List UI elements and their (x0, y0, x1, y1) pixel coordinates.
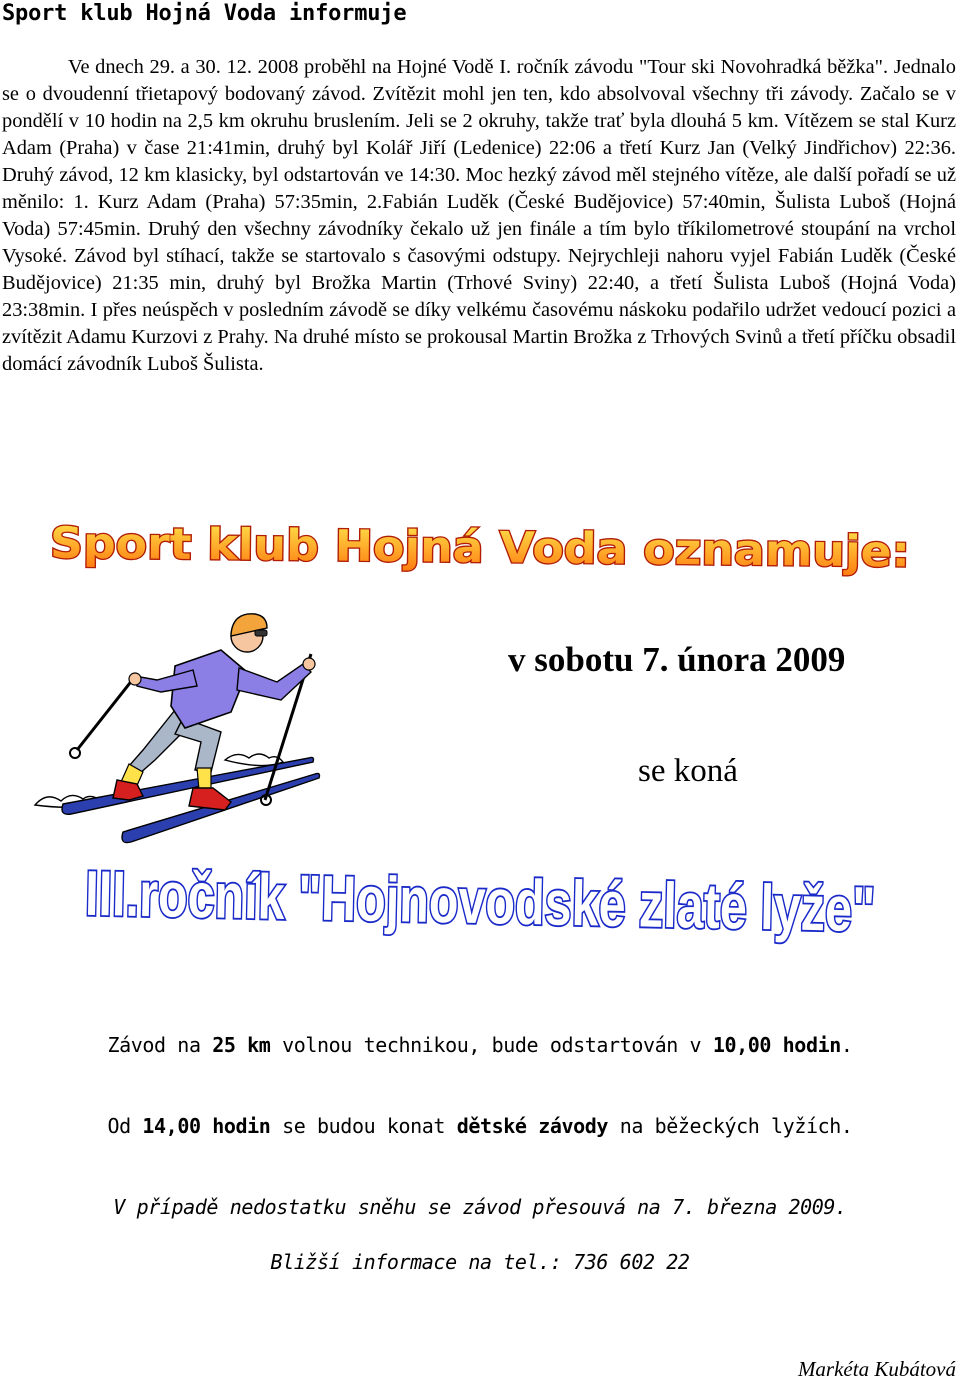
kids-info-part: se budou konat (270, 1114, 457, 1138)
contact-info: Bližší informace na tel.: 736 602 22 (270, 1250, 690, 1274)
kids-race-line (0, 1113, 960, 1139)
race-start-time: 10,00 hodin (712, 1033, 841, 1057)
race-info-part: . (840, 1033, 853, 1057)
author-signature: Markéta Kubátová (797, 1357, 956, 1381)
event-takes-place: se koná (638, 753, 738, 789)
race-info-part: volnou technikou, bude odstartován v (270, 1033, 713, 1057)
race-distance: 25 km (212, 1033, 271, 1057)
kids-info-part: Od (107, 1114, 143, 1138)
report-heading: Sport klub Hojná Voda informuje (2, 1, 407, 26)
announcement-title (30, 508, 930, 588)
announcement-title-text: Sport klub Hojná Voda oznamuje: (49, 518, 859, 577)
event-date: v sobotu 7. února 2009 (508, 640, 846, 679)
kids-info-part: na běžeckých lyžích. (608, 1114, 853, 1138)
snow-note: V případě nedostatku sněhu se závod přesouvá na 7. března 2009. (113, 1195, 847, 1219)
event-title-art (70, 857, 933, 958)
race-info-part: Závod na (107, 1033, 213, 1057)
race-info-line (0, 1032, 960, 1058)
report-body (2, 54, 956, 378)
kids-race-label: dětské závody (456, 1114, 609, 1138)
report-paragraph: Ve dnech 29. a 30. 12. 2008 proběhl na Hojné Vodě I. ročník závodu "Tour ski Novohradká běžka". Jednalo se o dvoudenní třietapový bodovaný závod. Zvítězit mohl jen ten, kdo absolvoval všechny tři závody. Začalo se v pondělí v 10 hodin na 2,5 km okruhu bruslením. Jeli se 2 okruhy, takže trať byla dlouhá 5 km. Vítězem se stal Kurz Adam (Praha) v čase 21:41min, druhý byl Kolář Jiří (Ledenice) 22:06 a třetí Kurz Jan (Velký Jindřichov) 22:36. Druhý závod, 12 km klasicky, byl odstartován ve 14:30. Moc hezký závod měl stejného vítěze, ale další pořadí se už měnilo: 1. Kurz Adam (Praha) 57:35min, 2.Fabián Luděk (České Budějovice) 57:40min, Šulista Luboš (Hojná Voda) 57:45min. Druhý den všechny závodníky čekalo už jen finále a tím bylo tříkilometrové stoupání na vrchol Vysoké. Závod byl stíhací, takže se startovalo s časovými odstupy. Nejrychleji nahoru vyjel Fabián Luděk (České Budějovice) 21:35 min, druhý byl Brožka Martin (Trhové Sviny) 22:40, a třetí Šulista Luboš (Hojná Voda) 23:38min. I přes neúspěch v posledním závodě se díky velkému časovému náskoku podařilo udržet vedoucí pozici a zvítězit Adamu Kurzovi z Prahy. Na druhé místo se prokousal Martin Brožka z Trhových Svinů a třetí příčku obsadil domácí závodník Luboš Šulista. (2, 56, 956, 375)
skier-icon (25, 600, 325, 850)
kids-start-time: 14,00 hodin (142, 1114, 271, 1138)
announcement-title-art (30, 508, 930, 588)
event-title-text: III.ročník "Hojnovodské zlaté lyže" (84, 857, 933, 947)
event-title (70, 857, 933, 958)
